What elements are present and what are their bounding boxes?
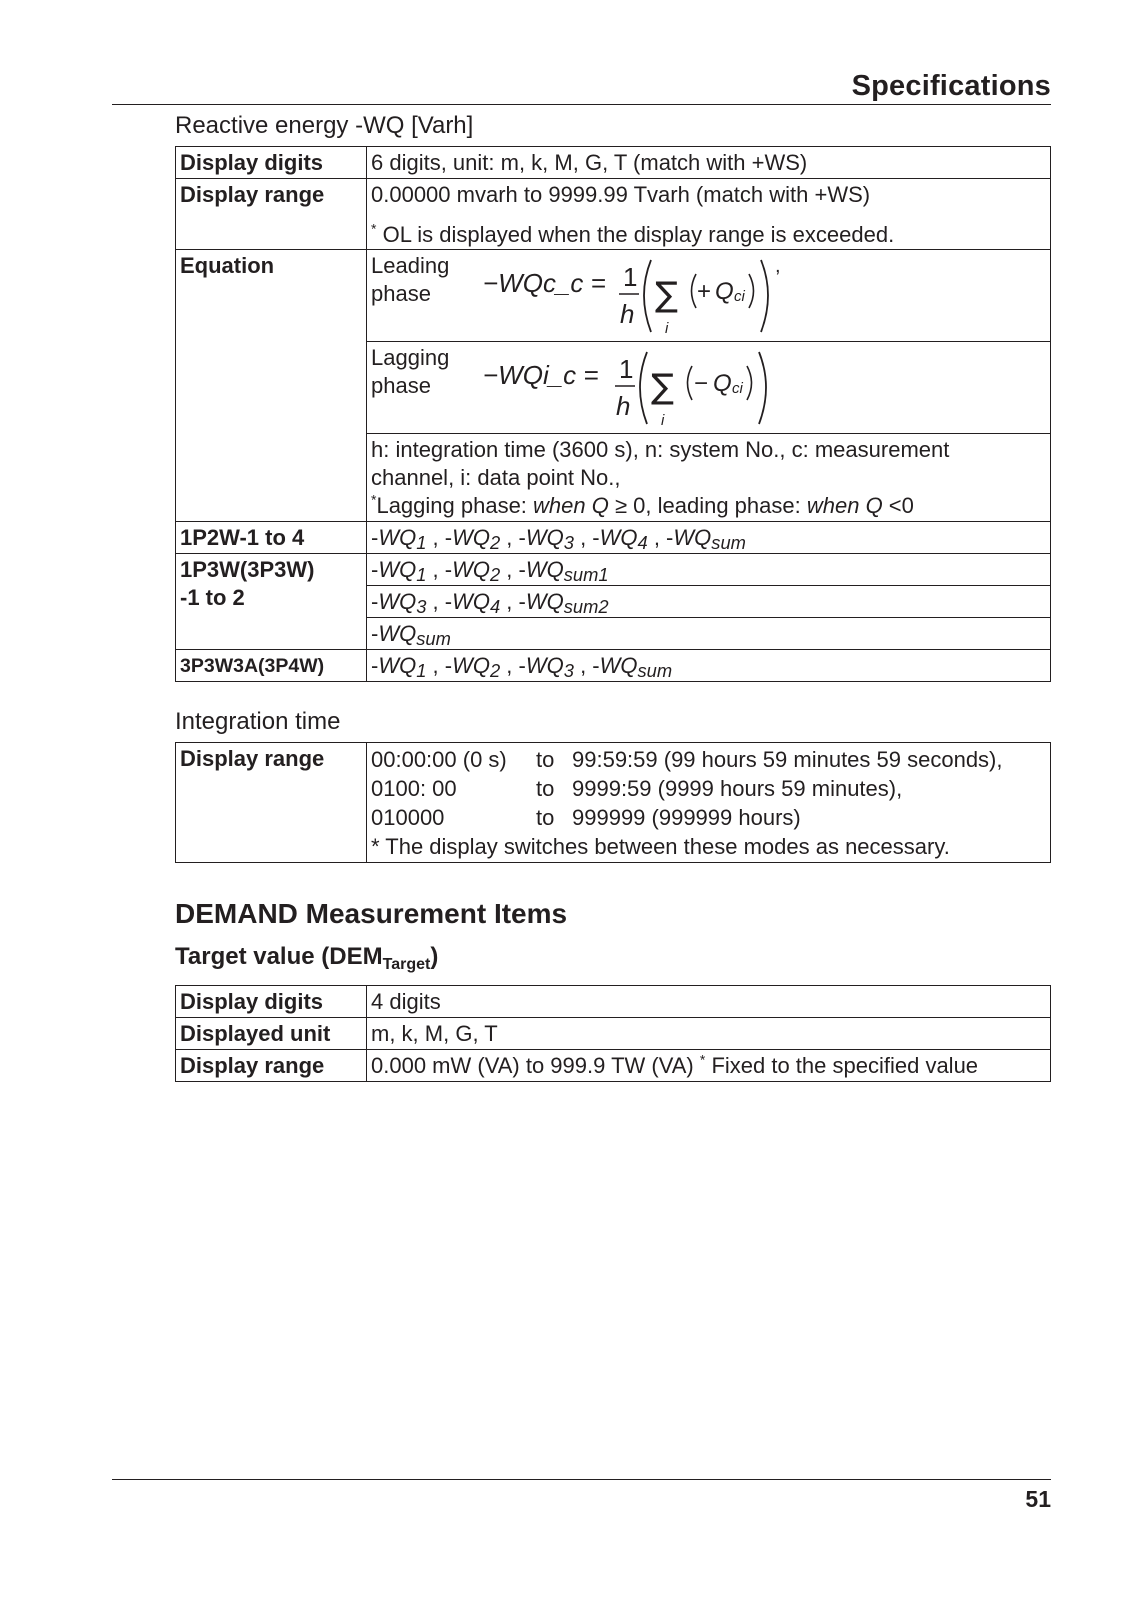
lagging-equation-formula <box>483 342 803 428</box>
display-range-value: 0.00000 mvarh to 9999.99 Tvarh (match with +WS) <box>371 182 871 207</box>
page-header-title: Specifications <box>851 70 1051 102</box>
row-value <box>367 743 1051 863</box>
right-paren-icon <box>761 260 768 332</box>
row-label: Display range <box>176 179 367 250</box>
range-line: 010000 to 999999 (999999 hours) <box>371 805 801 830</box>
lagging-denominator: h <box>616 391 631 421</box>
page-number: 51 <box>1025 1486 1051 1512</box>
integration-time-table <box>175 742 1051 863</box>
row-label: Display digits <box>176 147 367 179</box>
term-sign: + <box>697 278 712 305</box>
row-label: Display range <box>176 743 367 863</box>
row-label: Display digits <box>176 986 367 1018</box>
right-paren-icon <box>747 366 752 400</box>
row-label: Displayed unit <box>176 1018 367 1050</box>
sum-symbol: ∑ <box>655 275 678 315</box>
target-value-table <box>175 985 1051 1082</box>
lagging-equation-cell <box>367 342 1051 434</box>
range-line: 0100: 00 to 9999:59 (9999 hours 59 minutes), <box>371 776 903 801</box>
table-row <box>176 522 1051 554</box>
term-sign: − <box>694 370 709 397</box>
demand-heading: DEMAND Measurement Items <box>175 898 568 929</box>
row-label: 1P2W-1 to 4 <box>176 522 367 554</box>
table-row <box>176 743 1051 863</box>
left-paren-icon <box>644 260 651 332</box>
left-paren-icon <box>640 352 647 424</box>
reactive-energy-table <box>175 146 1051 682</box>
right-paren-icon <box>759 352 766 424</box>
equation-note-2: channel, i: data point No., <box>371 465 621 490</box>
row-value: $-WQ_1$ , $-WQ_2$ , $-WQ_3$ , $-WQ_4$ , $-WQ_{sum}$ <box>367 522 1051 554</box>
leading-label-2: phase <box>371 281 431 306</box>
leading-lhs: −WQc_c = <box>483 268 606 298</box>
reactive-energy-title: Reactive energy -WQ [Varh] <box>175 112 474 139</box>
footnote-mark: * <box>371 220 377 237</box>
row-label: Equation <box>176 250 367 522</box>
term-subscript: ci <box>734 288 745 305</box>
row-value: 4 digits <box>367 986 1051 1018</box>
sum-symbol: ∑ <box>651 367 674 407</box>
row-value: $-WQ_1$ , $-WQ_2$ , $-WQ_3$ , $-WQ_{sum}$ <box>367 650 1051 682</box>
row-value: $-WQ_3$ , $-WQ_4$ , $-WQ_{sum2}$ <box>367 586 1051 618</box>
row-value: 6 digits, unit: m, k, M, G, T (match with +WS) <box>367 147 1051 179</box>
right-paren-icon <box>749 274 754 308</box>
table-row <box>176 554 1051 586</box>
leading-denominator: h <box>620 299 635 329</box>
lagging-label-2: phase <box>371 373 431 398</box>
row-value <box>367 179 1051 250</box>
table-row <box>176 986 1051 1018</box>
sum-index: i <box>661 412 665 428</box>
row-value: m, k, M, G, T <box>367 1018 1051 1050</box>
table-row <box>176 1050 1051 1082</box>
left-paren-icon <box>692 274 697 308</box>
row-value: $-WQ_1$ , $-WQ_2$ , $-WQ_{sum1}$ <box>367 554 1051 586</box>
table-row <box>176 1018 1051 1050</box>
left-paren-icon <box>688 366 693 400</box>
table-row <box>176 250 1051 342</box>
row-label: 1P3W(3P3W) -1 to 2 <box>176 554 367 650</box>
equation-note-1: h: integration time (3600 s), n: system No., c: measurement <box>371 437 950 462</box>
row-label: Display range <box>176 1050 367 1082</box>
leading-numerator: 1 <box>623 262 638 292</box>
footer-rule <box>112 1479 1051 1480</box>
leading-label-1: Leading <box>371 253 450 278</box>
lagging-label-1: Lagging <box>371 345 450 370</box>
term-variable: Q <box>713 370 732 397</box>
trailing-comma: , <box>775 255 781 277</box>
equation-note-3: *Lagging phase: when Q ≥ 0, leading phase: when Q <0 <box>371 491 914 518</box>
lagging-numerator: 1 <box>619 354 634 384</box>
header-rule <box>112 104 1051 105</box>
table-row <box>176 650 1051 682</box>
term-variable: Q <box>715 278 734 305</box>
sum-index: i <box>665 320 669 336</box>
lagging-lhs: −WQi_c = <box>483 360 599 390</box>
row-value: 0.000 mW (VA) to 999.9 TW (VA) * Fixed to the specified value <box>367 1050 1051 1082</box>
overflow-note <box>371 221 1046 249</box>
range-line: 00:00:00 (0 s) to 99:59:59 (99 hours 59 minutes 59 seconds), <box>371 747 1003 772</box>
row-label: 3P3W3A(3P4W) <box>176 650 367 682</box>
equation-notes-cell <box>367 434 1051 522</box>
row-value: $-WQ_{sum}$ <box>367 618 1051 650</box>
leading-equation-cell <box>367 250 1051 342</box>
display-mode-note: * The display switches between these modes as necessary. <box>371 834 950 859</box>
leading-equation-formula <box>483 250 803 336</box>
integration-time-title: Integration time <box>175 708 341 735</box>
target-value-heading: Target value $(DEM_{Target})$ <box>175 943 439 973</box>
table-row <box>176 179 1051 250</box>
term-subscript: ci <box>732 380 743 397</box>
table-row <box>176 147 1051 179</box>
overflow-note-text: OL is displayed when the display range is exceeded. <box>382 222 895 247</box>
